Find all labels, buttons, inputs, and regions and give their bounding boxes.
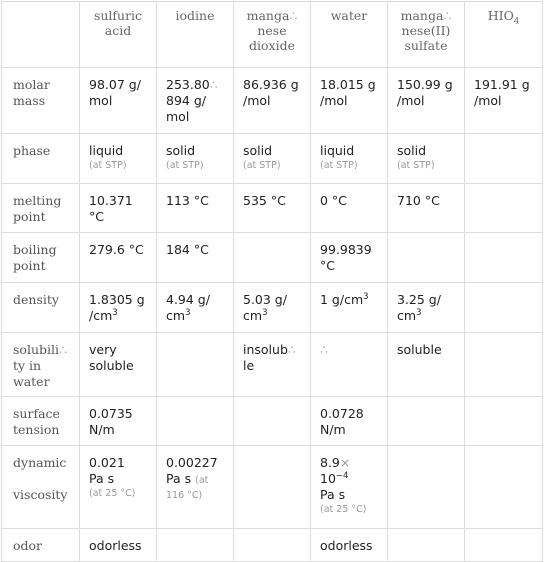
cell-text: /cm — [89, 308, 113, 323]
col-header-hio4 — [465, 2, 543, 68]
cell-surface-tension-water — [311, 397, 388, 446]
row-header-odor — [2, 529, 80, 562]
cell-text: 191.91 g — [474, 77, 530, 92]
row-header-text: surface — [13, 406, 60, 421]
ellipsis-glyph: ∴ — [209, 77, 218, 92]
cell-text: 10.371 — [89, 193, 133, 208]
times-sign: × — [339, 455, 351, 470]
cell-text: liquid — [320, 143, 355, 158]
cell-text: N/m — [89, 422, 115, 437]
cell-text: 710 °C — [397, 193, 440, 208]
row-header-text: ty in — [13, 358, 42, 373]
cell-text: 5.03 g/ — [243, 292, 287, 307]
cell-viscosity-sulfuric-acid — [80, 446, 157, 529]
col-header-water — [311, 2, 388, 68]
cell-text: solid — [397, 143, 427, 158]
cell-melting-point-manganese-dioxide — [234, 184, 311, 233]
row-solubility — [2, 333, 543, 397]
row-header-phase — [2, 134, 80, 184]
cell-text: /mol — [397, 93, 425, 108]
cell-density-iodine — [157, 283, 234, 333]
cell-solubility-manganese-ii-sulfate — [388, 333, 465, 397]
cell-density-water — [311, 283, 388, 333]
cell-text: 535 °C — [243, 193, 286, 208]
row-header-text: odor — [13, 538, 43, 553]
col-header-manganese-dioxide — [234, 2, 311, 68]
cell-surface-tension-iodine — [157, 397, 234, 446]
cell-text: Pa s — [320, 487, 346, 502]
cell-text: cm — [166, 308, 186, 323]
cell-density-hio4 — [465, 283, 543, 333]
cell-odor-hio4 — [465, 529, 543, 562]
cell-melting-point-manganese-ii-sulfate — [388, 184, 465, 233]
cell-text: liquid — [89, 143, 124, 158]
cell-odor-iodine — [157, 529, 234, 562]
corner-cell — [2, 2, 80, 68]
cell-molar-mass-manganese-ii-sulfate — [388, 68, 465, 134]
ellipsis-glyph: ∴ — [443, 8, 452, 23]
row-density — [2, 283, 543, 333]
cell-superscript: −4 — [335, 470, 349, 481]
cell-molar-mass-hio4 — [465, 68, 543, 134]
ellipsis-glyph: ∴ — [287, 342, 296, 357]
cell-text: 1.8305 g — [89, 292, 145, 307]
cell-text: /mol — [320, 93, 348, 108]
row-melting-point — [2, 184, 543, 233]
cell-superscript: 3 — [185, 307, 191, 318]
cell-note: (at STP) — [166, 160, 204, 171]
col-header-sulfuric-acid — [80, 2, 157, 68]
cell-molar-mass-iodine — [157, 68, 234, 134]
row-header-boiling-point — [2, 233, 80, 283]
cell-phase-iodine — [157, 134, 234, 184]
cell-text: /mol — [474, 93, 502, 108]
cell-note: (at STP) — [320, 160, 358, 171]
cell-melting-point-sulfuric-acid — [80, 184, 157, 233]
cell-odor-manganese-ii-sulfate — [388, 529, 465, 562]
cell-text: 86.936 g — [243, 77, 299, 92]
row-phase — [2, 134, 543, 184]
cell-text: 0.021 — [89, 455, 125, 470]
row-header-density — [2, 283, 80, 333]
col-header-manganese-ii-sulfate — [388, 2, 465, 68]
cell-text: 150.99 g — [397, 77, 453, 92]
row-boiling-point — [2, 233, 543, 283]
col-header-text: sulfuric — [93, 8, 143, 23]
cell-text: 10 — [320, 471, 336, 486]
row-header-text: viscosity — [13, 487, 68, 502]
row-header-dynamic-viscosity — [2, 446, 80, 529]
cell-surface-tension-sulfuric-acid — [80, 397, 157, 446]
row-dynamic-viscosity — [2, 446, 543, 529]
cell-surface-tension-manganese-dioxide — [234, 397, 311, 446]
col-header-text: acid — [104, 23, 132, 38]
cell-text: 98.07 g/ — [89, 77, 141, 92]
cell-note: (at — [195, 475, 209, 486]
cell-viscosity-hio4 — [465, 446, 543, 529]
cell-surface-tension-manganese-ii-sulfate — [388, 397, 465, 446]
row-header-solubility — [2, 333, 80, 397]
cell-viscosity-iodine — [157, 446, 234, 529]
cell-note: (at 25 °C) — [89, 488, 136, 499]
cell-molar-mass-sulfuric-acid — [80, 68, 157, 134]
col-header-text: HIO — [487, 8, 514, 23]
cell-phase-manganese-ii-sulfate — [388, 134, 465, 184]
row-header-text: tension — [13, 422, 60, 437]
row-header-text: water — [13, 374, 50, 389]
cell-text: 279.6 °C — [89, 242, 144, 257]
col-header-text: sulfate — [404, 38, 448, 53]
cell-solubility-iodine — [157, 333, 234, 397]
cell-text: le — [243, 358, 255, 373]
row-header-text: melting — [13, 193, 62, 208]
row-header-text: point — [13, 209, 46, 224]
cell-density-manganese-dioxide — [234, 283, 311, 333]
cell-text: 0.0735 — [89, 406, 133, 421]
cell-text: cm — [243, 308, 263, 323]
cell-viscosity-water — [311, 446, 388, 529]
cell-text: 99.9839 — [320, 242, 372, 257]
cell-text: °C — [89, 209, 104, 224]
cell-text: mol — [89, 93, 113, 108]
cell-boiling-point-iodine — [157, 233, 234, 283]
cell-text: 0 °C — [320, 193, 347, 208]
cell-viscosity-manganese-dioxide — [234, 446, 311, 529]
cell-text: Pa s — [166, 471, 192, 486]
row-odor — [2, 529, 543, 562]
cell-text: 894 g/ — [166, 93, 206, 108]
cell-boiling-point-manganese-ii-sulfate — [388, 233, 465, 283]
row-header-text: boiling — [13, 242, 57, 257]
cell-text: very — [89, 342, 117, 357]
cell-text: odorless — [320, 538, 373, 553]
cell-text: mol — [166, 109, 190, 124]
cell-solubility-hio4 — [465, 333, 543, 397]
row-header-surface-tension — [2, 397, 80, 446]
cell-text: odorless — [89, 538, 142, 553]
cell-text: soluble — [397, 342, 442, 357]
cell-phase-manganese-dioxide — [234, 134, 311, 184]
cell-text: solid — [166, 143, 196, 158]
col-header-subscript: 4 — [513, 16, 520, 27]
cell-melting-point-hio4 — [465, 184, 543, 233]
cell-solubility-manganese-dioxide — [234, 333, 311, 397]
row-molar-mass — [2, 68, 543, 134]
cell-odor-sulfuric-acid — [80, 529, 157, 562]
cell-text: 253.80 — [166, 77, 210, 92]
cell-note: (at 25 °C) — [320, 504, 367, 515]
cell-note: (at STP) — [397, 160, 435, 171]
cell-text: soluble — [89, 358, 134, 373]
cell-density-manganese-ii-sulfate — [388, 283, 465, 333]
cell-text: Pa s — [89, 471, 115, 486]
cell-text: 1 g/cm — [320, 292, 364, 307]
cell-text: 0.00227 — [166, 455, 218, 470]
cell-density-sulfuric-acid — [80, 283, 157, 333]
cell-text: 3.25 g/ — [397, 292, 441, 307]
cell-text: /mol — [243, 93, 271, 108]
cell-text: 184 °C — [166, 242, 209, 257]
header-row — [2, 2, 543, 68]
cell-text: 4.94 g/ — [166, 292, 210, 307]
col-header-text: manga — [246, 8, 290, 23]
row-header-text: solubili — [13, 342, 59, 357]
cell-solubility-water — [311, 333, 388, 397]
cell-note: 116 °C) — [166, 490, 203, 501]
ellipsis-glyph: ∴ — [320, 342, 328, 357]
cell-boiling-point-manganese-dioxide — [234, 233, 311, 283]
cell-boiling-point-water — [311, 233, 388, 283]
row-header-text: molar — [13, 77, 50, 92]
row-header-text: mass — [13, 93, 46, 108]
col-header-text: nese(II) — [401, 23, 451, 38]
row-header-text: phase — [13, 143, 51, 158]
cell-text: insolub — [243, 342, 288, 357]
cell-odor-manganese-dioxide — [234, 529, 311, 562]
cell-surface-tension-hio4 — [465, 397, 543, 446]
row-header-text: density — [13, 292, 59, 307]
row-header-melting-point — [2, 184, 80, 233]
cell-boiling-point-sulfuric-acid — [80, 233, 157, 283]
cell-molar-mass-manganese-dioxide — [234, 68, 311, 134]
col-header-text: iodine — [175, 8, 215, 23]
cell-phase-sulfuric-acid — [80, 134, 157, 184]
cell-text: N/m — [320, 422, 346, 437]
cell-molar-mass-water — [311, 68, 388, 134]
cell-note: (at STP) — [89, 160, 127, 171]
row-header-text: dynamic — [13, 455, 67, 470]
cell-text: 18.015 g — [320, 77, 376, 92]
row-header-molar-mass — [2, 68, 80, 134]
cell-superscript: 3 — [112, 307, 118, 318]
comparison-table — [1, 1, 543, 562]
row-surface-tension — [2, 397, 543, 446]
cell-superscript: 3 — [262, 307, 268, 318]
col-header-text: nese — [257, 23, 287, 38]
col-header-text: manga — [400, 8, 444, 23]
cell-note: (at STP) — [243, 160, 281, 171]
cell-melting-point-iodine — [157, 184, 234, 233]
cell-text: 113 °C — [166, 193, 209, 208]
cell-text: °C — [320, 258, 335, 273]
cell-melting-point-water — [311, 184, 388, 233]
ellipsis-glyph: ∴ — [58, 342, 67, 357]
cell-odor-water — [311, 529, 388, 562]
col-header-iodine — [157, 2, 234, 68]
cell-text: 8.9 — [320, 455, 340, 470]
cell-text: 0.0728 — [320, 406, 364, 421]
cell-phase-hio4 — [465, 134, 543, 184]
cell-text: cm — [397, 308, 417, 323]
row-header-text: point — [13, 258, 46, 273]
cell-superscript: 3 — [416, 307, 422, 318]
col-header-text: water — [330, 8, 368, 23]
cell-phase-water — [311, 134, 388, 184]
cell-solubility-sulfuric-acid — [80, 333, 157, 397]
ellipsis-glyph: ∴ — [289, 8, 298, 23]
cell-viscosity-manganese-ii-sulfate — [388, 446, 465, 529]
cell-boiling-point-hio4 — [465, 233, 543, 283]
col-header-text: dioxide — [249, 38, 295, 53]
cell-text: solid — [243, 143, 273, 158]
cell-superscript: 3 — [363, 291, 369, 302]
